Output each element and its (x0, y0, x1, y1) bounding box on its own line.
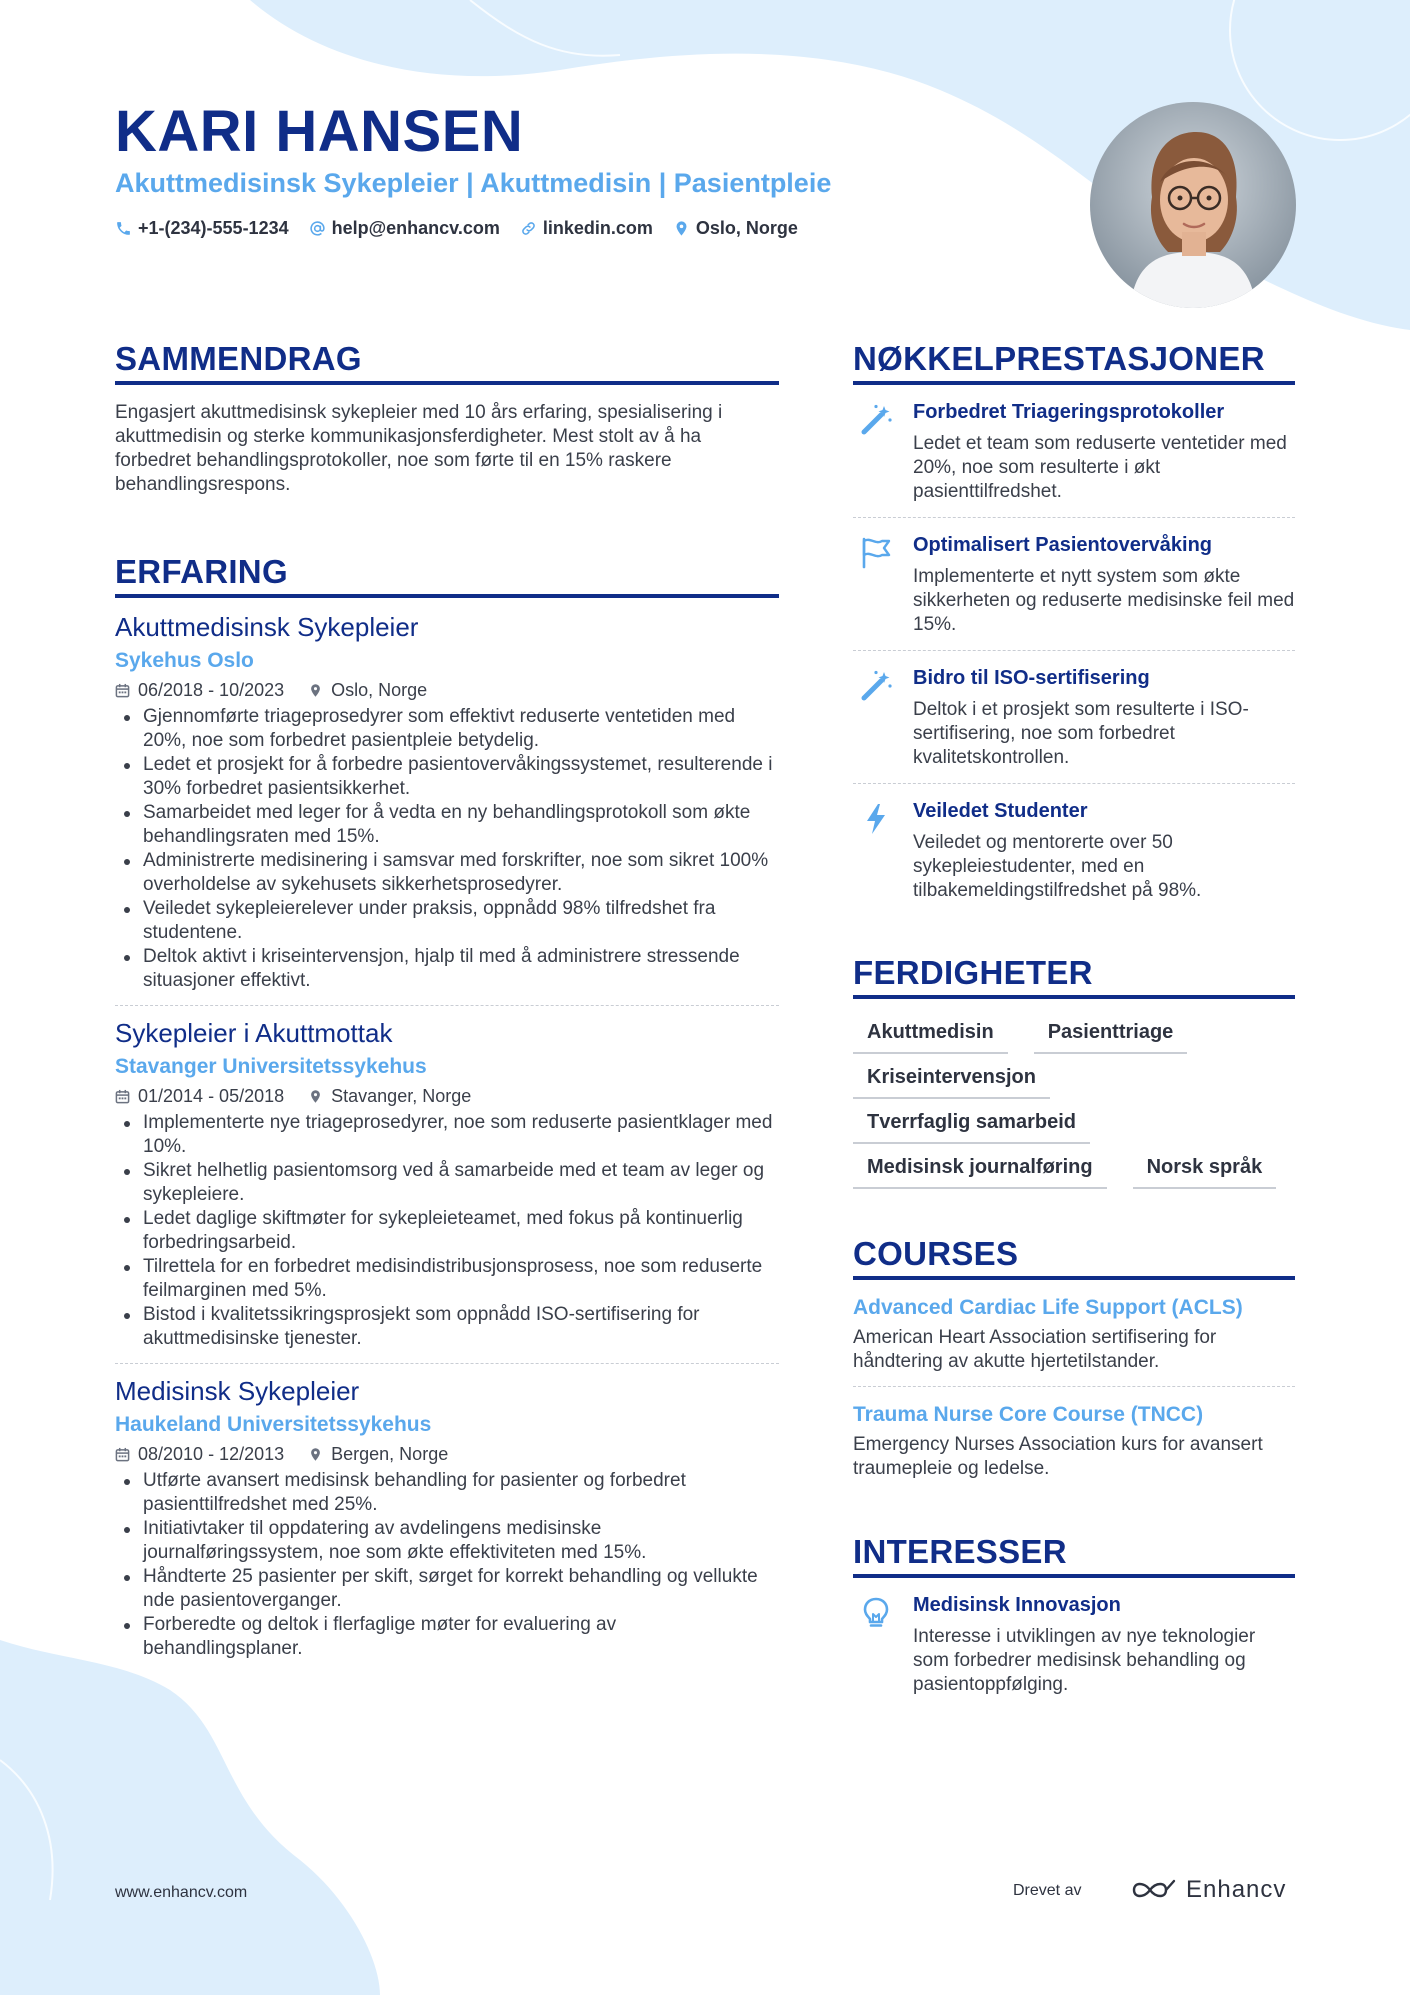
job-location (308, 680, 427, 701)
interests-heading: INTERESSER (853, 1533, 1295, 1578)
job-bullet: Ledet et prosjekt for å forbedre pasientovervåkingssystemet, resulterende i 30% forbedret pasientsikkerhet. (115, 753, 779, 801)
location-pin-icon (308, 1447, 323, 1462)
interests-section (853, 1533, 1295, 1710)
job-bullet: Utførte avansert medisinsk behandling for pasienter og forbedret pasienttilfredshet med 25%. (115, 1469, 779, 1517)
achievement-desc: Veiledet og mentorerte over 50 sykepleiestudenter, med en tilbakemeldingstilfredshet på 98%. (913, 832, 1202, 901)
job-title: Akuttmedisinsk Sykepleier (115, 612, 419, 642)
experience-section (115, 553, 779, 1661)
calendar-icon (115, 683, 130, 698)
contact-location (673, 218, 798, 239)
course-desc: Emergency Nurses Association kurs for avansert traumepleie og ledelse. (853, 1434, 1263, 1479)
job-location-text: Stavanger, Norge (331, 1086, 472, 1106)
job-dates-text: 06/2018 - 10/2023 (138, 680, 285, 700)
job-bullet: Veiledet sykepleierelever under praksis, oppnådd 98% tilfredshet fra studentene. (115, 897, 779, 945)
flag-icon (853, 534, 899, 637)
lightning-icon (853, 800, 899, 903)
phone-icon (115, 220, 132, 237)
job-bullet: Deltok aktivt i kriseintervensjon, hjalp til med å administrere stressende situasjoner effektivt. (115, 945, 779, 993)
job-company: Haukeland Universitetssykehus (115, 1413, 432, 1436)
job-dates (115, 680, 284, 701)
left-column (115, 340, 779, 1661)
at-icon (309, 220, 326, 237)
achievement-item (853, 784, 1295, 916)
job-bullet: Implementerte nye triageprosedyrer, noe som reduserte pasientklager med 10%. (115, 1111, 779, 1159)
summary-text: Engasjert akuttmedisinsk sykepleier med 10 års erfaring, spesialisering i akuttmedisin og sterke kommunikasjonsferdigheter. Mest stolt av å ha forbedret behandlingsprotokoller, noe som førte til en 15% raskere behandlingsrespons. (115, 402, 723, 495)
interest-title: Medisinsk Innovasjon (913, 1594, 1121, 1616)
job-location-text: Oslo, Norge (331, 680, 428, 700)
skill-tag: Akuttmedisin (853, 1021, 1008, 1054)
experience-heading: ERFARING (115, 553, 779, 598)
job-bullets (115, 1469, 779, 1661)
location-pin-icon (308, 1089, 323, 1104)
enhancv-logo-icon (1130, 1877, 1178, 1903)
linkedin-text: linkedin.com (542, 218, 653, 238)
phone-text: +1-(234)-555-1234 (138, 218, 289, 238)
job-location (308, 1086, 471, 1107)
right-column (853, 340, 1295, 1710)
course-title: Trauma Nurse Core Course (TNCC) (853, 1403, 1204, 1426)
magic-wand-icon (853, 401, 899, 504)
email-text: help@enhancv.com (331, 218, 500, 238)
achievement-desc: Ledet et team som reduserte ventetider med 20%, noe som resulterte i økt pasienttilfredshet. (913, 433, 1287, 502)
location-pin-icon (308, 683, 323, 698)
summary-section (115, 340, 779, 497)
course-title: Advanced Cardiac Life Support (ACLS) (853, 1296, 1243, 1319)
skills-heading: FERDIGHETER (853, 954, 1295, 999)
interest-item (853, 1578, 1295, 1710)
job-dates (115, 1086, 284, 1107)
location-text: Oslo, Norge (695, 218, 798, 238)
achievement-item (853, 651, 1295, 784)
calendar-icon (115, 1447, 130, 1462)
job-bullet: Tilrettela for en forbedret medisindistribusjonsprosess, noe som reduserte feilmarginen med 5%. (115, 1255, 779, 1303)
courses-heading: COURSES (853, 1235, 1295, 1280)
job-bullet: Administrerte medisinering i samsvar med forskrifter, noe som sikret 100% overholdelse av sykehusets sikkerhetsprosedyrer. (115, 849, 779, 897)
contact-phone[interactable] (115, 218, 289, 239)
job-bullet: Bistod i kvalitetssikringsprosjekt som oppnådd ISO-sertifisering for akuttmedisinske tjenester. (115, 1303, 779, 1351)
courses-section (853, 1235, 1295, 1493)
magic-wand-icon (853, 667, 899, 770)
job-company: Stavanger Universitetssykehus (115, 1055, 427, 1078)
job-dates (115, 1444, 284, 1465)
job-entry (115, 1363, 779, 1661)
job-company: Sykehus Oslo (115, 649, 254, 672)
job-meta (115, 680, 779, 701)
interest-desc: Interesse i utviklingen av nye teknologier som forbedrer medisinsk behandling og pasientoppfølging. (913, 1626, 1256, 1695)
contact-bar (115, 218, 798, 239)
achievements-heading: NØKKELPRESTASJONER (853, 340, 1295, 385)
contact-linkedin[interactable] (520, 218, 653, 239)
skills-list (853, 1021, 1295, 1189)
achievement-title: Optimalisert Pasientovervåking (913, 534, 1213, 556)
job-bullet: Gjennomførte triageprosedyrer som effektivt reduserte ventetiden med 20%, noe som forbedret pasientpleie betydelig. (115, 705, 779, 753)
course-item (853, 1387, 1295, 1493)
skill-tag: Kriseintervensjon (853, 1066, 1050, 1099)
job-dates-text: 08/2010 - 12/2013 (138, 1444, 285, 1464)
job-title: Sykepleier i Akuttmottak (115, 1018, 393, 1048)
profile-photo-illustration (1090, 102, 1296, 308)
achievement-item (853, 518, 1295, 651)
job-bullet: Håndterte 25 pasienter per skift, sørget for korrekt behandling og vellukte nde pasientoverganger. (115, 1565, 779, 1613)
candidate-headline: Akuttmedisinsk Sykepleier | Akuttmedisin | Pasientpleie (115, 168, 832, 198)
job-meta (115, 1444, 779, 1465)
profile-photo (1090, 102, 1296, 308)
achievement-title: Veiledet Studenter (913, 800, 1088, 822)
job-title: Medisinsk Sykepleier (115, 1376, 360, 1406)
enhancv-logo-text: Enhancv (1186, 1876, 1287, 1903)
achievements-section (853, 340, 1295, 916)
course-desc: American Heart Association sertifisering for håndtering av akutte hjertetilstander. (853, 1327, 1217, 1372)
skills-section (853, 954, 1295, 1189)
skill-tag: Tverrfaglig samarbeid (853, 1111, 1090, 1144)
footer-powered-by: Drevet av (1013, 1882, 1082, 1899)
job-bullet: Ledet daglige skiftmøter for sykepleieteamet, med fokus på kontinuerlig forbedringsarbeid. (115, 1207, 779, 1255)
achievement-desc: Deltok i et prosjekt som resulterte i ISO-sertifisering, noe som forbedret kvalitetskontrollen. (913, 699, 1249, 768)
job-meta (115, 1086, 779, 1107)
skill-tag: Pasienttriage (1034, 1021, 1188, 1054)
skill-tag: Medisinsk journalføring (853, 1156, 1107, 1189)
job-bullet: Sikret helhetlig pasientomsorg ved å samarbeide med et team av leger og sykepleiere. (115, 1159, 779, 1207)
achievement-title: Bidro til ISO-sertifisering (913, 667, 1150, 689)
location-pin-icon (673, 220, 690, 237)
course-item (853, 1280, 1295, 1387)
summary-heading: SAMMENDRAG (115, 340, 779, 385)
achievement-title: Forbedret Triageringsprotokoller (913, 401, 1225, 423)
enhancv-logo[interactable] (1130, 1876, 1286, 1904)
job-location (308, 1444, 448, 1465)
job-location-text: Bergen, Norge (331, 1444, 449, 1464)
link-icon (520, 220, 537, 237)
candidate-name: KARI HANSEN (115, 99, 524, 164)
job-dates-text: 01/2014 - 05/2018 (138, 1086, 285, 1106)
job-bullets (115, 1111, 779, 1351)
achievement-desc: Implementerte et nytt system som økte sikkerheten og reduserte medisinske feil med 15%. (913, 566, 1295, 635)
job-entry (115, 612, 779, 993)
job-bullets (115, 705, 779, 993)
calendar-icon (115, 1089, 130, 1104)
lightbulb-icon (853, 1594, 899, 1697)
job-entry (115, 1005, 779, 1351)
skill-tag: Norsk språk (1133, 1156, 1277, 1189)
footer-url[interactable]: www.enhancv.com (115, 1884, 248, 1901)
job-bullet: Samarbeidet med leger for å vedta en ny behandlingsprotokoll som økte behandlingsraten med 15%. (115, 801, 779, 849)
job-bullet: Forberedte og deltok i flerfaglige møter for evaluering av behandlingsplaner. (115, 1613, 779, 1661)
job-bullet: Initiativtaker til oppdatering av avdelingens medisinske journalføringssystem, noe som økte effektiviteten med 15%. (115, 1517, 779, 1565)
achievement-item (853, 385, 1295, 518)
contact-email[interactable] (309, 218, 500, 239)
